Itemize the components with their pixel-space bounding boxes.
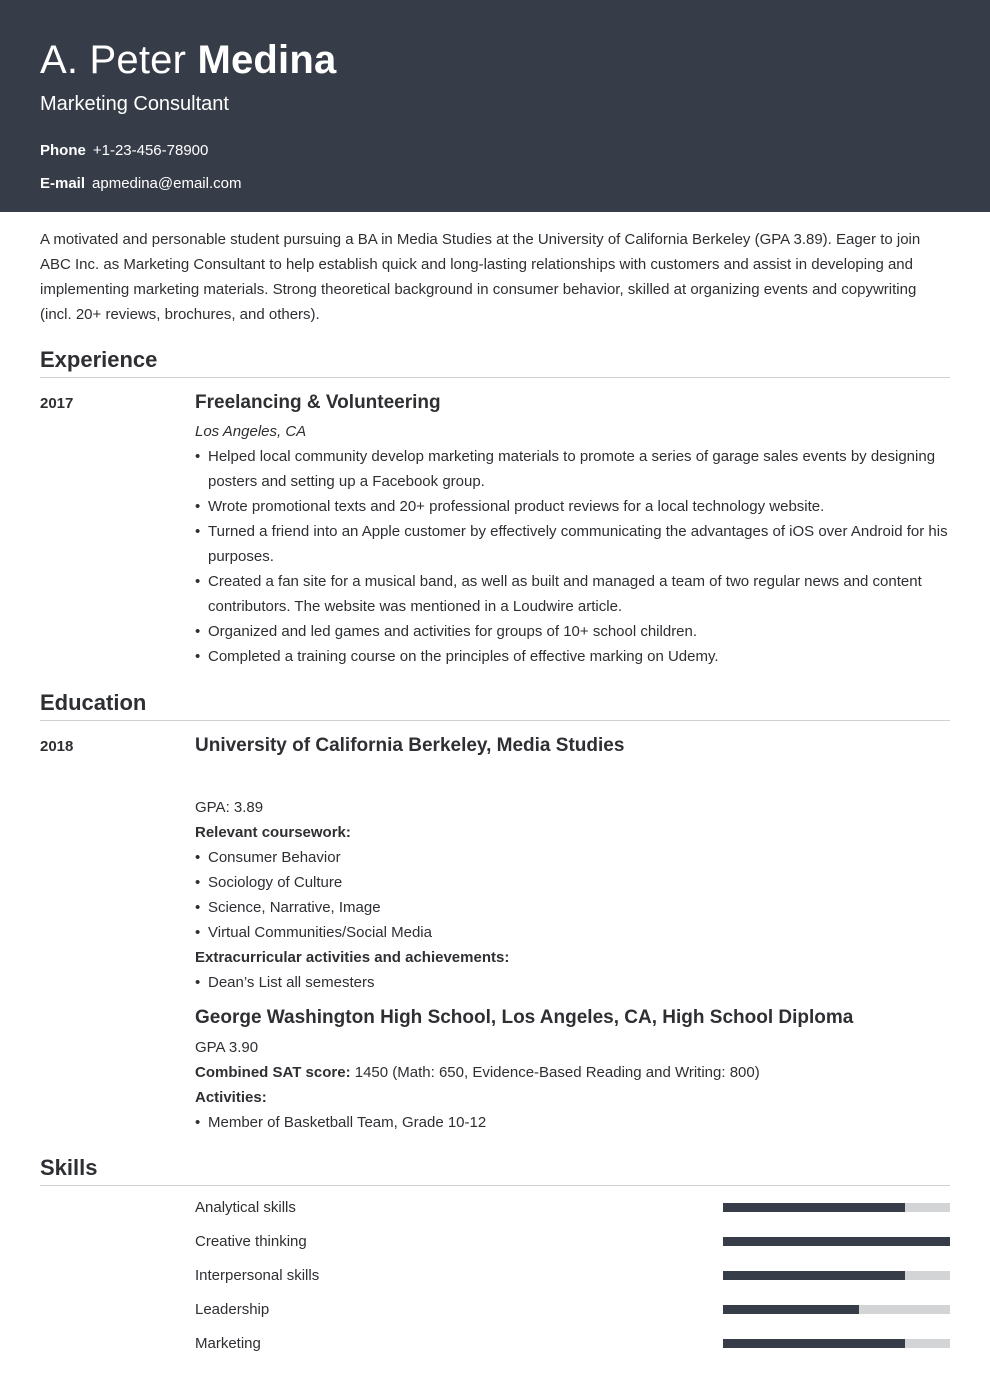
- first-name: A. Peter: [40, 38, 187, 82]
- skill-name: Marketing: [195, 1335, 261, 1352]
- coursework-label: Relevant coursework:: [195, 824, 351, 841]
- job-title: Marketing Consultant: [40, 93, 229, 115]
- skill-name: Leadership: [195, 1301, 270, 1318]
- last-name: Medina: [197, 38, 337, 82]
- experience-heading: Experience: [40, 347, 158, 372]
- list-item: • Wrote promotional texts and 20+ professional product reviews for a local technology website.: [195, 494, 955, 519]
- skill-level-fill: [723, 1237, 950, 1246]
- list-item: • Consumer Behavior: [195, 845, 955, 870]
- email-label: E-mail: [40, 175, 86, 192]
- skill-level-bar: [723, 1305, 950, 1314]
- education-divider: [40, 720, 950, 721]
- education-heading: Education: [40, 690, 147, 715]
- high-school-gpa: GPA 3.90: [195, 1039, 259, 1056]
- skill-level-fill: [723, 1271, 905, 1280]
- experience-date: 2017: [40, 395, 74, 412]
- phone-value[interactable]: +1-23-456-78900: [92, 142, 209, 159]
- full-name: [40, 36, 336, 84]
- list-item: • Science, Narrative, Image: [195, 895, 955, 920]
- skill-row: [195, 1327, 950, 1361]
- coursework-list: [195, 845, 955, 945]
- experience-divider: [40, 377, 950, 378]
- skill-row: [195, 1191, 950, 1225]
- sat-value: 1450 (Math: 650, Evidence-Based Reading and Writing: 800): [354, 1064, 760, 1081]
- list-item: • Sociology of Culture: [195, 870, 955, 895]
- high-school-title: George Washington High School, Los Angeles, CA, High School Diploma: [195, 1007, 854, 1028]
- activities-label: Activities:: [195, 1089, 267, 1106]
- list-item: • Turned a friend into an Apple customer by effectively communicating the advantages of iOS over Android for his purposes.: [195, 519, 955, 569]
- sat-line: [195, 1060, 955, 1085]
- summary-paragraph: A motivated and personable student pursuing a BA in Media Studies at the University of California Berkeley (GPA 3.89). Eager to join ABC Inc. as Marketing Consultant to help establish quick and long-lasting relationships with customers and assist in developing and implementing marketing materials. Strong theoretical background in consumer behavior, skilled at organizing events and copywriting (incl. 20+ reviews, brochures, and others).: [40, 231, 921, 323]
- education-high-school: [195, 1005, 955, 1135]
- experience-bullets: [195, 444, 955, 669]
- skill-name: Creative thinking: [195, 1233, 307, 1250]
- email-value[interactable]: apmedina@email.com: [92, 175, 242, 192]
- list-item: • Dean’s List all semesters: [195, 970, 955, 995]
- skills-divider: [40, 1185, 950, 1186]
- skill-row: [195, 1225, 950, 1259]
- list-item: • Created a fan site for a musical band, as well as built and managed a team of two regular news and content contributors. The website was mentioned in a Loudwire article.: [195, 569, 955, 619]
- skill-row: [195, 1293, 950, 1327]
- list-item: • Member of Basketball Team, Grade 10-12: [195, 1110, 955, 1135]
- skill-level-fill: [723, 1339, 905, 1348]
- list-item: • Organized and led games and activities for groups of 10+ school children.: [195, 619, 955, 644]
- list-item: • Virtual Communities/Social Media: [195, 920, 955, 945]
- university-details: [195, 795, 955, 995]
- skill-level-bar: [723, 1339, 950, 1348]
- extracurricular-list: [195, 970, 955, 995]
- education-university: [195, 733, 955, 759]
- education-date: 2018: [40, 738, 74, 755]
- skill-row: [195, 1259, 950, 1293]
- experience-location: Los Angeles, CA: [195, 423, 307, 440]
- skill-level-bar: [723, 1203, 950, 1212]
- skill-level-bar: [723, 1237, 950, 1246]
- skill-level-fill: [723, 1305, 859, 1314]
- activities-list: [195, 1110, 955, 1135]
- phone-contact: [40, 141, 208, 161]
- university-title: University of California Berkeley, Media Studies: [195, 735, 625, 756]
- experience-entry: [195, 390, 955, 669]
- resume-header: [0, 0, 990, 212]
- sat-label: Combined SAT score:: [195, 1064, 351, 1081]
- skill-name: Analytical skills: [195, 1199, 296, 1216]
- list-item: • Helped local community develop marketing materials to promote a series of garage sales events by designing posters and setting up a Facebook group.: [195, 444, 955, 494]
- skills-heading: Skills: [40, 1155, 98, 1180]
- phone-label: Phone: [40, 142, 86, 159]
- extracurricular-label: Extracurricular activities and achievements:: [195, 949, 510, 966]
- skill-level-fill: [723, 1203, 905, 1212]
- university-gpa: GPA: 3.89: [195, 799, 264, 816]
- experience-title: Freelancing & Volunteering: [195, 392, 441, 413]
- skill-level-bar: [723, 1271, 950, 1280]
- list-item: • Completed a training course on the principles of effective marking on Udemy.: [195, 644, 955, 669]
- skill-name: Interpersonal skills: [195, 1267, 320, 1284]
- email-contact: [40, 174, 241, 194]
